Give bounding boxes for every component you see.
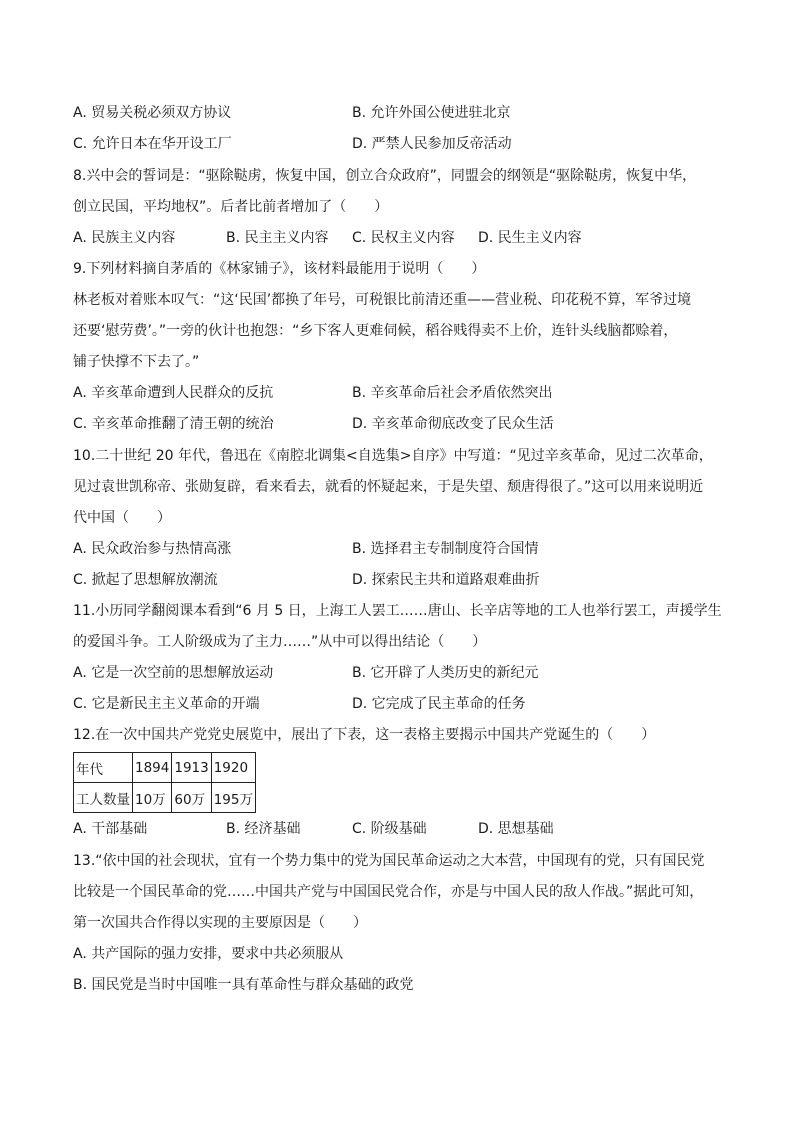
table-cell: 10万 xyxy=(133,783,172,813)
table-cell: 1920 xyxy=(211,753,255,783)
worker-count-table xyxy=(73,752,256,813)
q13-option-a[interactable]: A. 共产国际的强力安排，要求中共必须服从 xyxy=(73,946,344,962)
q10-option-a[interactable]: A. 民众政治参与热情高涨 xyxy=(73,541,232,557)
q9-option-a[interactable]: A. 辛亥革命遭到人民群众的反抗 xyxy=(73,385,274,401)
q8-stem-line-1: 8.兴中会的誓词是：“驱除鞑虏，恢复中国，创立合众政府”，同盟会的纲领是“驱除鞑虏，恢复中华， xyxy=(73,168,697,184)
q11-option-d[interactable]: D. 它完成了民主革命的任务 xyxy=(352,696,526,712)
q10-stem-line-1: 10.二十世纪 20 年代，鲁迅在《南腔北调集<自选集>自序》中写道：“见过辛亥革命，见过二次革命， xyxy=(73,448,713,464)
q7-option-c[interactable]: C. 允许日本在华开设工厂 xyxy=(73,136,232,152)
q11-stem-line-2: 的爱国斗争。工人阶级成为了主力……”从中可以得出结论（ ） xyxy=(73,634,487,650)
q9-option-b[interactable]: B. 辛亥革命后社会矛盾依然突出 xyxy=(352,385,553,401)
table-row xyxy=(74,753,256,783)
q12-option-c[interactable]: C. 阶级基础 xyxy=(352,821,427,837)
q10-stem-line-3: 代中国（ ） xyxy=(73,510,171,526)
q10-option-c[interactable]: C. 掀起了思想解放潮流 xyxy=(73,572,218,588)
q8-option-a[interactable]: A. 民族主义内容 xyxy=(73,230,176,246)
table-cell: 60万 xyxy=(172,783,211,813)
q7-option-d[interactable]: D. 严禁人民参加反帝活动 xyxy=(352,136,512,152)
table-row xyxy=(74,783,256,813)
table-cell: 1913 xyxy=(172,753,211,783)
q8-stem-line-2: 创立民国，平均地权”。后者比前者增加了（ ） xyxy=(73,199,389,215)
q13-stem-line-1: 13.“依中国的社会现状，宜有一个势力集中的党为国民革命运动之大本营，中国现有的党，只有国民党 xyxy=(73,853,705,869)
table-cell: 年代 xyxy=(74,753,133,783)
q9-stem-line-1: 9.下列材料摘自茅盾的《林家铺子》，该材料最能用于说明（ ） xyxy=(73,261,486,277)
q8-option-c[interactable]: C. 民权主义内容 xyxy=(352,230,455,246)
q9-material-line-1: 林老板对着账本叹气：“这‘民国’都换了年号，可税银比前清还重——营业税、印花税不算，军爷过境 xyxy=(73,292,692,308)
table-cell: 工人数量 xyxy=(74,783,133,813)
q11-stem-line-1: 11.小历同学翻阅课本看到“6 月 5 日，上海工人罢工……唐山、长辛店等地的工人也举行罢工，声援学生 xyxy=(73,603,722,619)
q7-option-b[interactable]: B. 允许外国公使进驻北京 xyxy=(352,105,511,121)
q13-stem-line-3: 第一次国共合作得以实现的主要原因是（ ） xyxy=(73,915,367,931)
q11-option-a[interactable]: A. 它是一次空前的思想解放运动 xyxy=(73,665,274,681)
q12-option-b[interactable]: B. 经济基础 xyxy=(226,821,301,837)
q12-option-d[interactable]: D. 思想基础 xyxy=(478,821,554,837)
q12-stem-line-1: 12.在一次中国共产党党史展览中，展出了下表，这一表格主要揭示中国共产党诞生的（ ） xyxy=(73,727,656,743)
q11-option-c[interactable]: C. 它是新民主主义革命的开端 xyxy=(73,696,260,712)
q8-option-b[interactable]: B. 民主主义内容 xyxy=(226,230,329,246)
q10-option-d[interactable]: D. 探索民主共和道路艰难曲折 xyxy=(352,572,540,588)
q7-option-a[interactable]: A. 贸易关税必须双方协议 xyxy=(73,105,232,121)
q12-option-a[interactable]: A. 干部基础 xyxy=(73,821,148,837)
q13-option-b[interactable]: B. 国民党是当时中国唯一具有革命性与群众基础的政党 xyxy=(73,977,414,993)
q9-material-line-3: 铺子快撑不下去了。” xyxy=(73,354,200,370)
q10-stem-line-2: 见过袁世凯称帝、张勋复辟，看来看去，就看的怀疑起来，于是失望、颓唐得很了。”这可以用来说明近 xyxy=(73,479,704,495)
table-cell: 1894 xyxy=(133,753,172,783)
table-cell: 195万 xyxy=(211,783,255,813)
q9-material-line-2: 还要‘慰劳费’。”一旁的伙计也抱怨：“乡下客人更难伺候，稻谷贱得卖不上价，连针头线脑都赊着， xyxy=(73,323,678,339)
q13-stem-line-2: 比较是一个国民革命的党……中国共产党与中国国民党合作，亦是与中国人民的敌人作战。”据此可知， xyxy=(73,884,704,900)
q9-option-c[interactable]: C. 辛亥革命推翻了清王朝的统治 xyxy=(73,416,274,432)
q9-option-d[interactable]: D. 辛亥革命彻底改变了民众生活 xyxy=(352,416,554,432)
q10-option-b[interactable]: B. 选择君主专制制度符合国情 xyxy=(352,541,539,557)
q8-option-d[interactable]: D. 民生主义内容 xyxy=(478,230,582,246)
q11-option-b[interactable]: B. 它开辟了人类历史的新纪元 xyxy=(352,665,539,681)
